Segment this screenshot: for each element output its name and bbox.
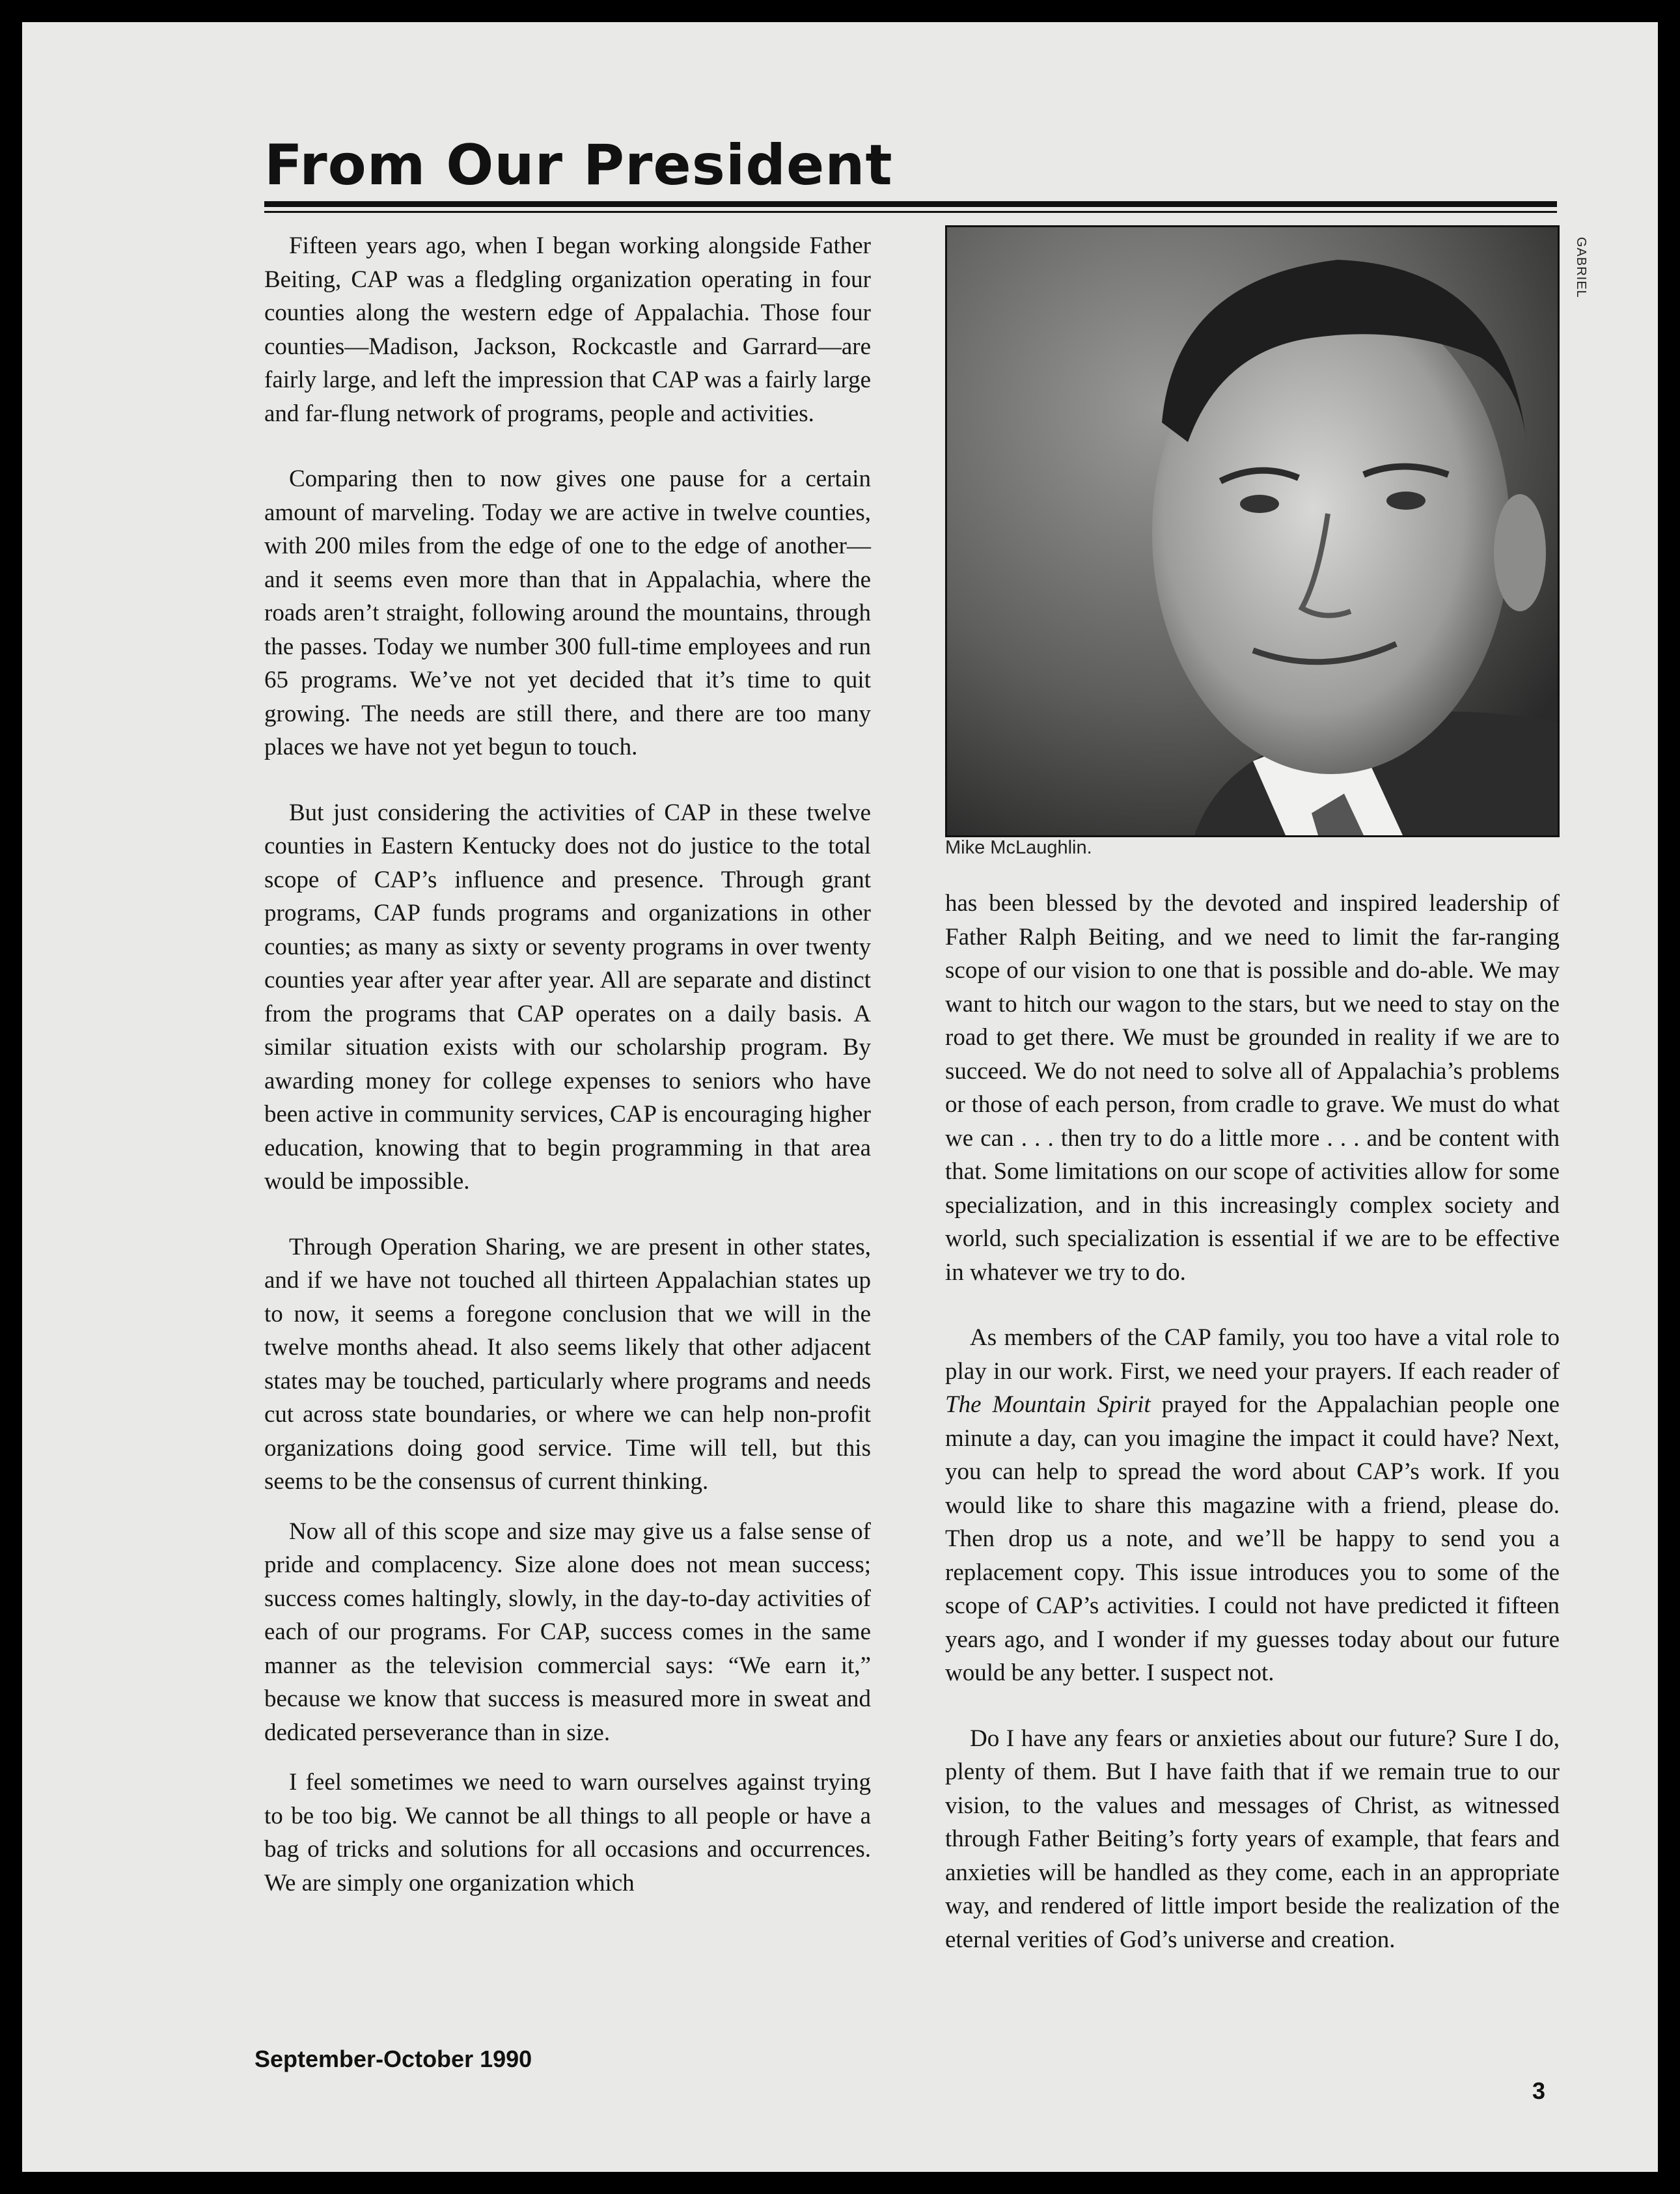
photo-credit: GABRIEL [1574,237,1588,298]
paragraph-3: But just considering the activities of CAP in these twelve counties in Eastern Kentucky does not do justice to the total scope of CAP’s influence and presence. Through grant programs, CAP funds programs and organizations in other counties; as many as sixty or seventy programs in over twenty counties year after year after year. All are separate and distinct from the programs that CAP operates on a daily basis. A similar situation exists with our scholarship program. By awarding money for college expenses to seniors who have been active in community services, CAP is encouraging higher education, knowing that to begin programming in that area would be impossible. [264,799,871,1195]
portrait-image [947,227,1558,835]
page-title: From Our President [264,133,893,198]
page-number: 3 [1532,2077,1546,2104]
paragraph-8-start: As members of the CAP family, you too have a vital role to play in our work. First, we need your prayers. If each reader of [945,1324,1560,1385]
paragraph-5: Now all of this scope and size may give us a false sense of pride and complacency. Size alone does not mean success; success comes haltingly, slowly, in the day-to-day activities of each of our programs. For CAP, success comes in the same manner as the television commercial says: “We earn it,” because we know that success is measured more in sweat and dedicated perseverance than in size. [264,1518,871,1746]
paragraph-1: Fifteen years ago, when I began working alongside Father Beiting, CAP was a fledgling organization operating in four counties along the western edge of Appalachia. Those four counties—Madison, Jackson, Rockcastle and Garrard—are fairly large, and left the impression that CAP was a fairly large and far-flung network of programs, people and activities. [264,232,871,427]
issue-date: September-October 1990 [255,2046,532,2072]
portrait-photo [945,225,1560,837]
paragraph-7: has been blessed by the devoted and inspired leadership of Father Ralph Beiting, and we need to limit the far-ranging scope of our vision to one that is possible and do-able. We may want to hitch our wagon to the stars, but we need to stay on the road to get there. We must be grounded in reality if we are to succeed. We do not need to solve all of Appalachia’s problems or those of each person, from cradle to grave. We must do what we can . . . then try to do a little more . . . and be content with that. Some limitations on our scope of activities allow for some specialization, and in this increasingly complex society and world, such specialization is essential if we are to be effective in whatever we try to do. [945,890,1560,1286]
paragraph-4: Through Operation Sharing, we are present in other states, and if we have not touched all thirteen Appalachian states up to now, it seems a foregone conclusion that we will in the twelve months ahead. It also seems likely that other adjacent states may be touched, particularly where programs and needs cut across state boundaries, or where we can help non-profit organizations doing good service. Time will tell, but this seems to be the consensus of current thinking. [264,1233,871,1495]
paragraph-9: Do I have any fears or anxieties about our future? Sure I do, plenty of them. But I have faith that if we remain true to our vision, to the values and messages of Christ, as witnessed through Father Beiting’s forty years of example, that fears and anxieties will be handled as they come, each in an appropriate way, and rendered of little import beside the realization of the eternal verities of God’s universe and creation. [945,1725,1560,1953]
photo-caption: Mike McLaughlin. [945,837,1092,858]
title-rule-thin [264,211,1557,213]
paragraph-2: Comparing then to now gives one pause for a certain amount of marveling. Today we are active in twelve counties, with 200 miles from the edge of one to the edge of another—and it seems even more than that in Appalachia, where the roads aren’t straight, following around the mountains, through the passes. Today we number 300 full-time employees and run 65 programs. We’ve not yet decided that it’s time to quit growing. The needs are still there, and there are too many places we have not yet begun to touch. [264,465,871,760]
title-rule-thick [264,201,1557,207]
article-column-left [264,229,871,1932]
magazine-title-reference: The Mountain Spirit [945,1391,1151,1418]
paragraph-8-end: prayed for the Appalachian people one minute a day, can you imagine the impact it could have? Next, you can help to spread the word about CAP’s work. If you would like to share this magazine with a friend, please do. Then drop us a note, and we’ll be happy to send you a replacement copy. This issue introduces you to some of the scope of CAP’s activities. I could not have predicted it fifteen years ago, and I wonder if my guesses today about our future would be any better. I suspect not. [945,1391,1560,1686]
article-column-right [945,887,1560,1988]
paragraph-8 [945,1321,1560,1690]
magazine-page [22,22,1658,2172]
paragraph-6: I feel sometimes we need to warn ourselves against trying to be too big. We cannot be all things to all people or have a bag of tricks and solutions for all occasions and occurrences. We are simply one organization which [264,1769,871,1896]
